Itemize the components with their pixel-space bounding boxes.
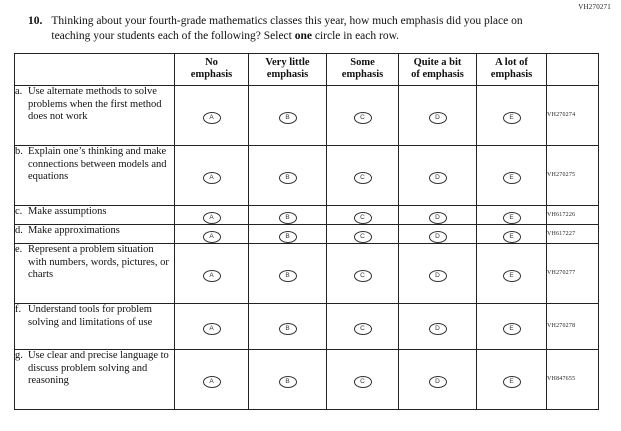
response-bubble[interactable]: D bbox=[429, 112, 447, 124]
response-bubble[interactable]: B bbox=[279, 212, 297, 224]
row-text: Make approximations bbox=[28, 224, 120, 236]
row-letter: a. bbox=[15, 85, 23, 97]
row-code: VH270275 bbox=[547, 145, 599, 205]
question-text-bold: one bbox=[294, 29, 312, 42]
row-letter: e. bbox=[15, 243, 23, 255]
table-row-c bbox=[15, 205, 599, 224]
question-number: 10. bbox=[28, 15, 43, 27]
row-code: VH617227 bbox=[547, 224, 599, 243]
row-text: Explain one’s thinking and make connections between models and equations bbox=[28, 145, 167, 183]
row-code: VH270277 bbox=[547, 243, 599, 303]
response-bubble[interactable]: B bbox=[279, 376, 297, 388]
response-bubble[interactable]: D bbox=[429, 212, 447, 224]
response-bubble[interactable]: E bbox=[503, 112, 521, 124]
row-label bbox=[15, 145, 175, 205]
response-bubble[interactable]: C bbox=[354, 112, 372, 124]
table-row-d bbox=[15, 224, 599, 243]
column-header-no-emphasis: No emphasis bbox=[175, 53, 249, 85]
response-bubble[interactable]: A bbox=[203, 323, 221, 335]
response-bubble[interactable]: C bbox=[354, 376, 372, 388]
response-bubble[interactable]: E bbox=[503, 270, 521, 282]
table-row-a bbox=[15, 85, 599, 145]
row-text: Make assumptions bbox=[28, 205, 107, 217]
response-bubble[interactable]: C bbox=[354, 323, 372, 335]
response-bubble[interactable]: E bbox=[503, 231, 521, 243]
response-bubble[interactable]: B bbox=[279, 323, 297, 335]
response-bubble[interactable]: C bbox=[354, 231, 372, 243]
response-bubble[interactable]: D bbox=[429, 172, 447, 184]
response-bubble[interactable]: B bbox=[279, 112, 297, 124]
row-label bbox=[15, 349, 175, 409]
response-bubble[interactable]: E bbox=[503, 376, 521, 388]
question-text bbox=[51, 14, 556, 44]
response-bubble[interactable]: B bbox=[279, 231, 297, 243]
question-10 bbox=[28, 14, 581, 44]
response-bubble[interactable]: D bbox=[429, 231, 447, 243]
row-label bbox=[15, 205, 175, 224]
page-code: VH270271 bbox=[578, 3, 611, 11]
row-label bbox=[15, 243, 175, 303]
response-bubble[interactable]: A bbox=[203, 172, 221, 184]
response-bubble[interactable]: B bbox=[279, 270, 297, 282]
column-header-a-lot: A lot of emphasis bbox=[477, 53, 547, 85]
response-bubble[interactable]: D bbox=[429, 323, 447, 335]
row-letter: g. bbox=[15, 349, 23, 361]
column-header-some: Some emphasis bbox=[327, 53, 399, 85]
question-text-part2: circle in each row. bbox=[311, 29, 400, 42]
response-bubble[interactable]: C bbox=[354, 270, 372, 282]
response-bubble[interactable]: A bbox=[203, 112, 221, 124]
response-bubble[interactable]: A bbox=[203, 212, 221, 224]
row-text: Represent a problem situation with numbers, words, pictures, or charts bbox=[28, 243, 169, 281]
header-code-cell bbox=[547, 53, 599, 85]
table-row-f bbox=[15, 303, 599, 349]
table-row-b bbox=[15, 145, 599, 205]
response-bubble[interactable]: A bbox=[203, 376, 221, 388]
row-code: VH270274 bbox=[547, 85, 599, 145]
response-bubble[interactable]: B bbox=[279, 172, 297, 184]
response-bubble[interactable]: D bbox=[429, 270, 447, 282]
row-text: Use clear and precise language to discuss problem solving and reasoning bbox=[28, 349, 169, 387]
row-code: VH270278 bbox=[547, 303, 599, 349]
response-bubble[interactable]: C bbox=[354, 172, 372, 184]
row-letter: d. bbox=[15, 224, 23, 236]
row-letter: b. bbox=[15, 145, 23, 157]
response-bubble[interactable]: A bbox=[203, 270, 221, 282]
table-row-e bbox=[15, 243, 599, 303]
row-label bbox=[15, 224, 175, 243]
row-label bbox=[15, 85, 175, 145]
column-header-very-little: Very little emphasis bbox=[249, 53, 327, 85]
response-bubble[interactable]: E bbox=[503, 172, 521, 184]
emphasis-matrix-table bbox=[14, 53, 599, 410]
row-code: VH617226 bbox=[547, 205, 599, 224]
response-bubble[interactable]: C bbox=[354, 212, 372, 224]
question-text-part1: Thinking about your fourth-grade mathematics classes this year, how much emphasis did you place on teaching your students each of the following? Select bbox=[51, 15, 523, 42]
table-row-g bbox=[15, 349, 599, 409]
row-label bbox=[15, 303, 175, 349]
row-letter: f. bbox=[15, 303, 22, 315]
header-stub-cell bbox=[15, 53, 175, 85]
response-bubble[interactable]: D bbox=[429, 376, 447, 388]
response-bubble[interactable]: E bbox=[503, 212, 521, 224]
row-text: Use alternate methods to solve problems when the first method does not work bbox=[28, 85, 162, 123]
response-bubble[interactable]: A bbox=[203, 231, 221, 243]
header-row bbox=[15, 53, 599, 85]
column-header-quite-a-bit: Quite a bit of emphasis bbox=[399, 53, 477, 85]
row-code: VH847655 bbox=[547, 349, 599, 409]
response-bubble[interactable]: E bbox=[503, 323, 521, 335]
row-letter: c. bbox=[15, 205, 23, 217]
row-text: Understand tools for problem solving and limitations of use bbox=[28, 303, 153, 328]
